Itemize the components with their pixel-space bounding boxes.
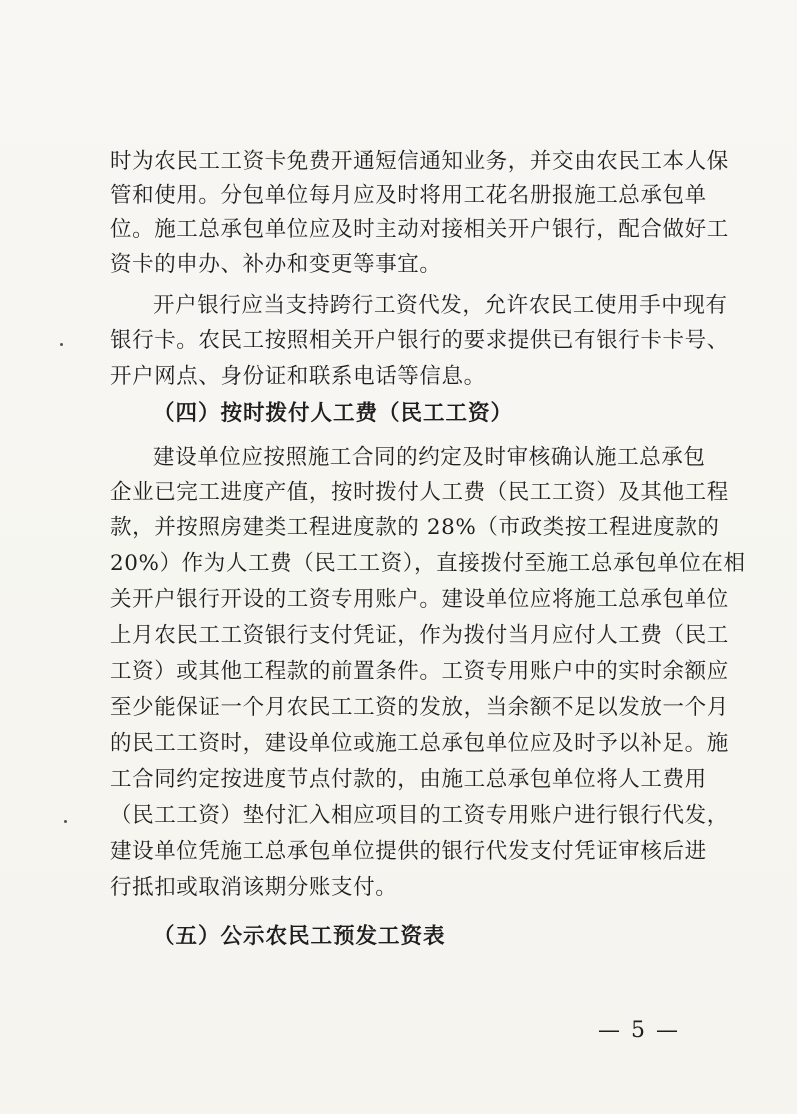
text-line: 工资）或其他工程款的前置条件。工资专用账户中的实时余额应 (110, 659, 729, 684)
text-line: 款，并按照房建类工程进度款的 28%（市政类按工程进度款的 (110, 515, 720, 540)
scan-speck (64, 820, 67, 823)
text-line: 时为农民工工资卡免费开通短信通知业务，并交由农民工本人保 (110, 149, 729, 174)
text-line: （民工工资）垫付汇入相应项目的工资专用账户进行银行代发， (110, 803, 729, 828)
text-line: 企业已完工进度产值，按时拨付人工费（民工工资）及其他工程 (110, 480, 729, 505)
text-line: 位。施工总承包单位应及时主动对接相关开户银行，配合做好工 (110, 217, 729, 242)
text-line: 开户网点、身份证和联系电话等信息。 (110, 364, 486, 389)
text-line: 资卡的申办、补办和变更等事宜。 (110, 252, 442, 277)
scan-speck (60, 343, 63, 346)
text-line: 关开户银行开设的工资专用账户。建设单位应将施工总承包单位 (110, 587, 729, 612)
text-line: 20%）作为人工费（民工工资），直接拨付至施工总承包单位在相 (110, 551, 746, 576)
text-line: 建设单位应按照施工合同的约定及时审核确认施工总承包 (153, 445, 706, 470)
text-line: 上月农民工工资银行支付凭证，作为拨付当月应付人工费（民工 (110, 623, 729, 648)
section-heading: （四）按时拨付人工费（民工工资） (153, 401, 514, 426)
section-heading: （五）公示农民工预发工资表 (153, 924, 446, 949)
text-line: 工合同约定按进度节点付款的，由施工总承包单位将人工费用 (110, 767, 707, 792)
text-line: 的民工工资时，建设单位或施工总承包单位应及时予以补足。施 (110, 731, 729, 756)
page-number: — 5 — (598, 1018, 680, 1043)
text-line: 至少能保证一个月农民工工资的发放，当余额不足以发放一个月 (110, 695, 729, 720)
text-line: 银行卡。农民工按照相关开户银行的要求提供已有银行卡卡号、 (110, 328, 729, 353)
text-line: 建设单位凭施工总承包单位提供的银行代发支付凭证审核后进 (110, 839, 707, 864)
text-line: 管和使用。分包单位每月应及时将用工花名册报施工总承包单 (110, 183, 707, 208)
text-line: 行抵扣或取消该期分账支付。 (110, 875, 398, 900)
text-line: 开户银行应当支持跨行工资代发，允许农民工使用手中现有 (153, 293, 728, 318)
